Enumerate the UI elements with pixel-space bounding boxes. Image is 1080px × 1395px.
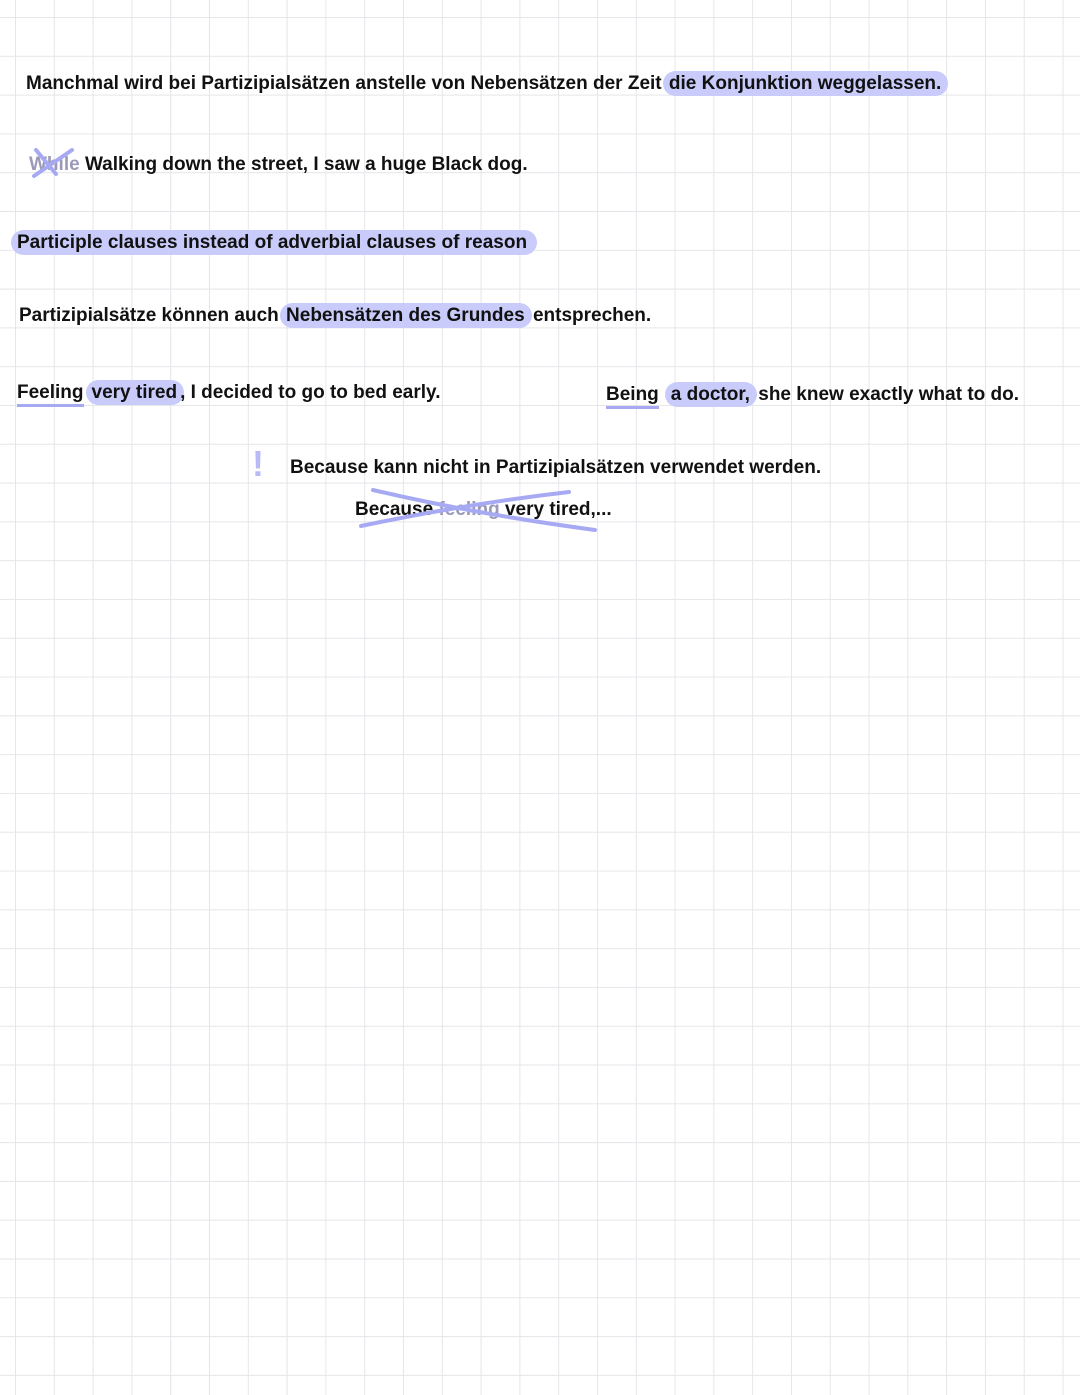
intro-text: Manchmal wird bei Partizipialsätzen anstelle von Nebensätzen der Zeit [26,73,662,94]
wrong-example-start: Because [355,499,434,520]
highlight-very-tired: very tired [86,380,185,405]
intro-highlight: die Konjunktion weggelassen. [663,71,948,96]
exclamation-icon: ! [252,443,264,484]
example-while-rest: Walking down the street, I saw a huge Black dog. [84,154,528,175]
wrong-example [355,497,612,523]
reason-after: entsprechen. [532,305,652,326]
reason-sentence [19,303,651,329]
wrong-example-end: very tired,... [504,499,612,520]
example-being-doctor [606,382,1019,408]
because-note-text: Because kann nicht in Partizipialsätzen verwendet werden. [290,457,822,478]
example-being-rest: she knew exactly what to do. [752,384,1020,405]
participle-feeling: Feeling [17,382,84,407]
crossed-word-while: While [29,154,80,175]
crossed-word-feeling: feeling [438,499,500,520]
participle-being: Being [606,384,659,409]
reason-before: Partizipialsätze können auch [19,305,279,326]
because-note [290,455,821,481]
example-feeling-rest: , I decided to go to bed early. [180,382,441,403]
reason-highlight: Nebensätzen des Grundes [280,303,532,328]
section-heading [11,230,537,256]
intro-sentence [26,71,944,97]
highlight-a-doctor: a doctor, [665,382,757,407]
example-while-walking [29,152,528,178]
example-feeling-tired [17,380,440,406]
heading-highlight: Participle clauses instead of adverbial clauses of reason [11,230,537,255]
